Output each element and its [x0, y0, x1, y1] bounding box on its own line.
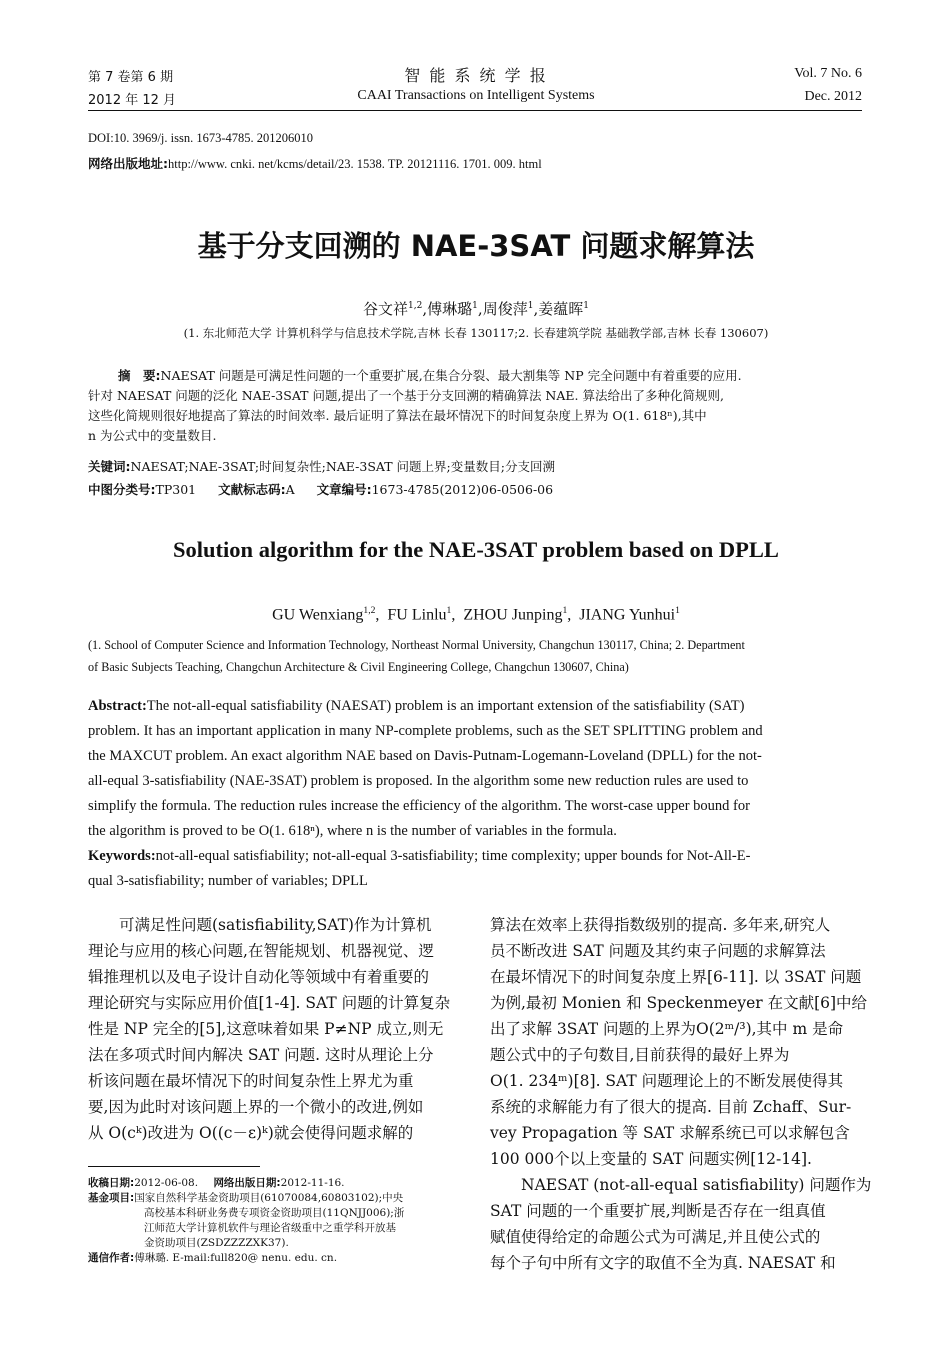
abstract-en-label: Abstract: [88, 698, 147, 714]
body-column-right [490, 912, 872, 1276]
corresponding-author: 傅琳璐. E-mail:full820@ nenu. edu. cn. [134, 1252, 338, 1264]
affiliation-en-line: of Basic Subjects Teaching, Changchun Architecture & Civil Engineering College, Changchun 130607, China) [88, 660, 629, 674]
body-line: 辑推理机以及电子设计自动化等领域中有着重要的 [88, 968, 430, 986]
abstract-cn-line: n 为公式中的变量数目. [88, 428, 217, 443]
keywords-cn [88, 457, 555, 477]
body-line: 每个子句中所有文字的取值不全为真. NAESAT 和 [490, 1254, 836, 1272]
abstract-cn-line: 针对 NAESAT 问题的泛化 NAE-3SAT 问题,提出了一个基于分支回溯的精确算法 NAE. 算法给出了多种化简规则, [88, 388, 724, 403]
body-line: 理论与应用的核心问题,在智能规划、机器视觉、逻 [88, 942, 434, 960]
body-line: 在最坏情况下的时间复杂度上界[6-11]. 以 3SAT 问题 [490, 968, 862, 986]
volume-no-en: Vol. 7 No. 6 [794, 66, 862, 81]
abstract-cn-line: NAESAT 问题是可满足性问题的一个重要扩展,在集合分裂、最大割集等 NP 完全问题中有着重要的应用. [160, 368, 742, 383]
body-line: 理论研究与实际应用价值[1-4]. SAT 问题的计算复杂 [88, 994, 451, 1012]
doi: DOI:10. 3969/j. issn. 1673-4785. 201206010 [88, 131, 313, 145]
author-cn-3: 周俊萍 [482, 300, 528, 318]
author-cn-3-affil: 1 [527, 301, 534, 311]
title-cn: 基于分支回溯的 NAE-3SAT 问题求解算法 [197, 229, 755, 263]
abstract-en-line: The not-all-equal satisfiability (NAESAT) problem is an important extension of the satisfiability (SAT) [146, 698, 745, 714]
title-en: Solution algorithm for the NAE-3SAT problem based on DPLL [173, 537, 779, 562]
online-address-label: 网络出版地址: [88, 156, 168, 171]
article-no-value: 1673-4785(2012)06-0506-06 [371, 482, 554, 497]
author-en-1-affil: 1,2 [363, 605, 376, 616]
fund-line: 江师范大学计算机软件与理论省级重中之重学科开放基 [144, 1222, 396, 1234]
author-cn-4-affil: 1 [583, 301, 589, 311]
abstract-en-line: the MAXCUT problem. An exact algorithm NAE based on Davis-Putnam-Logemann-Loveland (DPLL) for the not- [88, 748, 762, 764]
doc-code-label: 文献标志码: [218, 482, 286, 497]
author-cn-2-affil: 1 [472, 301, 478, 311]
author-en-2-affil: 1 [446, 605, 452, 616]
body-line: 法在多项式时间内解决 SAT 问题. 这时从理论上分 [88, 1046, 434, 1064]
received-label: 收稿日期: [88, 1177, 135, 1189]
body-line: 可满足性问题(satisfiability,SAT)作为计算机 [88, 916, 432, 934]
clc-label: 中图分类号: [88, 482, 156, 497]
author-en-4-affil: 1 [675, 605, 680, 616]
doc-code-value: A [285, 482, 295, 497]
abstract-en-line: all-equal 3-satisfiability (NAE-3SAT) problem is proposed. In the algorithm some new reduction rules are used to [88, 773, 749, 789]
body-line: 析该问题在最坏情况下的时间复杂性上界尤为重 [88, 1072, 414, 1090]
author-cn-1-affil: 1,2 [408, 301, 423, 311]
abstract-cn [88, 366, 862, 446]
online-date: 2012-11-16. [280, 1177, 345, 1189]
author-en-2: FU Linlu [387, 606, 447, 624]
affiliation-cn: (1. 东北师范大学 计算机科学与信息技术学院,吉林 长春 130117;2. 长春建筑学院 基础教学部,吉林 长春 130607) [183, 326, 769, 340]
author-cn-1: 谷文祥 [363, 300, 409, 318]
body-line: NAESAT (not-all-equal satisfiability) 问题作为 [490, 1176, 872, 1194]
clc-value: TP301 [155, 482, 197, 497]
abstract-en-line: the algorithm is proved to be O(1. 618ⁿ), where n is the number of variables in the formula. [88, 823, 617, 839]
abstract-cn-line: 这些化简规则很好地提高了算法的时间效率. 最后证明了算法在最坏情况下的时间复杂度上界为 O(1. 618ⁿ),其中 [88, 408, 707, 423]
abstract-en [88, 694, 862, 894]
classification-line [88, 480, 553, 500]
volume-issue: 第 7 卷第 6 期 [88, 70, 174, 85]
body-line: 算法在效率上获得指数级别的提高. 多年来,研究人 [490, 916, 831, 934]
online-address-url[interactable]: http://www. cnki. net/kcms/detail/23. 1538. TP. 20121116. 1701. 009. html [168, 157, 542, 171]
author-en-3: ZHOU Junping [463, 606, 563, 624]
header-rule [88, 110, 862, 111]
authors-cn: 谷文祥$^{1,2}$,傅琳璐$^1$,周俊萍$^1$,姜蕴晖$^1$ [363, 300, 589, 318]
publication-date: 2012 年 12 月 [88, 93, 177, 108]
abstract-cn-label: 摘 要: [118, 368, 161, 383]
fund-line: 金资助项目(ZSDZZZZXK37). [144, 1237, 289, 1249]
author-en-3-affil: 1 [562, 605, 568, 616]
body-line: O(1. 234ᵐ)[8]. SAT 问题理论上的不断发展使得其 [490, 1072, 844, 1090]
keywords-cn-text: NAESAT;NAE-3SAT;时间复杂性;NAE-3SAT 问题上界;变量数目;分支回溯 [130, 459, 555, 474]
footnote [88, 1176, 462, 1266]
author-en-1: GU Wenxiang [272, 606, 364, 624]
journal-name-en: CAAI Transactions on Intelligent Systems [357, 88, 595, 103]
body-line: 性是 NP 完全的[5],这意味着如果 P≠NP 成立,则无 [88, 1020, 444, 1038]
body-line: 出了求解 3SAT 问题的上界为O(2ᵐ/³),其中 m 是命 [490, 1020, 844, 1038]
body-line: SAT 问题的一个重要扩展,判断是否存在一组真值 [490, 1202, 826, 1220]
fund-line: 高校基本科研业务费专项资金资助项目(11QNJJ006);浙 [144, 1207, 405, 1219]
keywords-en-label: Keywords: [88, 848, 156, 864]
corresponding-author-label: 通信作者: [88, 1252, 135, 1264]
article-no-label: 文章编号: [316, 482, 372, 497]
abstract-en-line: simplify the formula. The reduction rules increase the efficiency of the algorithm. The worst-case upper bound for [88, 798, 750, 814]
affiliation-en [88, 634, 862, 678]
body-line: 员不断改进 SAT 问题及其约束子问题的求解算法 [490, 942, 826, 960]
author-cn-2: 傅琳璐 [427, 300, 473, 318]
footnote-rule [88, 1166, 260, 1167]
journal-name-cn: 智 能 系 统 学 报 [404, 66, 548, 85]
online-address [88, 154, 542, 172]
keywords-cn-label: 关键词: [88, 459, 131, 474]
body-column-left [88, 912, 462, 1146]
authors-en: GU Wenxiang$^{1,2}$, FU Linlu$^1$, ZHOU Junping$^1$, JIANG Yunhui$^1$ [272, 605, 680, 624]
date-en: Dec. 2012 [804, 89, 862, 104]
fund-line: 国家自然科学基金资助项目(61070084,60803102);中央 [134, 1192, 404, 1204]
body-line: 100 000个以上变量的 SAT 问题实例[12-14]. [490, 1150, 812, 1168]
keywords-en-line: not-all-equal satisfiability; not-all-equal 3-satisfiability; time complexity; upper bounds for Not-All-E- [155, 848, 751, 864]
body-line: 赋值使得给定的命题公式为可满足,并且使公式的 [490, 1228, 821, 1246]
online-date-label: 网络出版日期: [213, 1177, 281, 1189]
affiliation-en-line: (1. School of Computer Science and Information Technology, Northeast Normal University, Changchun 130117, China; 2. Department [88, 638, 745, 652]
fund-label: 基金项目: [88, 1192, 135, 1204]
abstract-en-line: problem. It has an important application in many NP-complete problems, such as the SET SPLITTING problem and [88, 723, 763, 739]
body-line: 题公式中的子句数目,目前获得的最好上界为 [490, 1046, 790, 1064]
body-line: 为例,最初 Monien 和 Speckenmeyer 在文献[6]中给 [490, 994, 868, 1012]
author-cn-4: 姜蕴晖 [538, 300, 584, 318]
body-line: 系统的求解能力有了很大的提高. 目前 Zchaff、Sur- [490, 1098, 852, 1116]
body-line: 要,因为此时对该问题上界的一个微小的改进,例如 [88, 1098, 424, 1116]
body-line: vey Propagation 等 SAT 求解系统已可以求解包含 [490, 1124, 850, 1142]
author-en-4: JIANG Yunhui [579, 606, 676, 624]
received-date: 2012-06-08. [134, 1177, 199, 1189]
body-line: 从 O(cᵏ)改进为 O((c－ε)ᵏ)就会使得问题求解的 [88, 1124, 414, 1142]
keywords-en-line: qual 3-satisfiability; number of variables; DPLL [88, 873, 368, 889]
